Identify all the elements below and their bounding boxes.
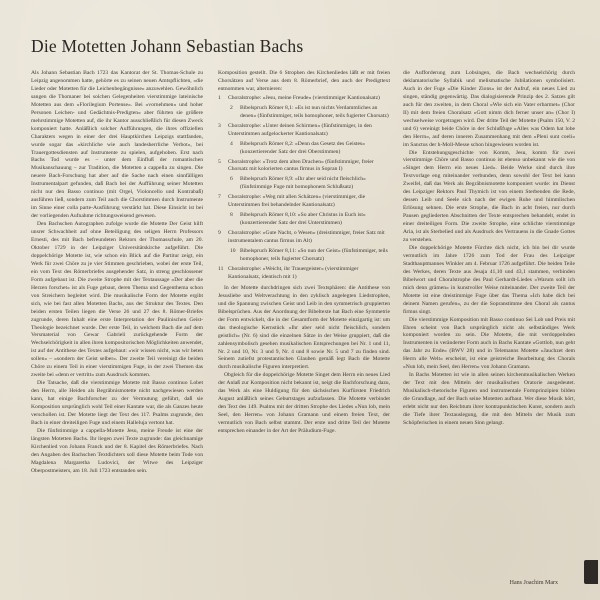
paragraph: Die fünfstimmige a cappella-Motette Jesu, meine Freude ist eine der längsten Motetten Bachs. Ihr liegen zwei Texte zugrunde: das gleichnamige Kirchenlied von Johann Franck und der 8. Kapitel des Römerbriefes. Nach den Angaben des Bachschen Textdichters soll diese Motette beim Tode von Magdalena Margaretha Ludovici, der Witwe des Leipziger Oberpostmeisters, am 18. Juli 1723 entstanden sein. <box>31 427 203 474</box>
list-item <box>218 212 390 228</box>
list-item <box>218 95 390 103</box>
paragraph: Die vierstimmige Komposition mit Basso continuo Sei Lob und Preis mit Ehren scheint von Bach ursprünglich nicht als selbständiges Werk komponiert worden zu sein. Die Motette, die mit verdoppelnden Instrumenten in veränderter Form auch in Bachs Kantate »Gottlob, nun geht das Jahr zu Ende« (BWV 28) und in Telemanns Motette »Jauchzet dem Herrn alle Welt« erscheint, ist eine geistreiche Bearbeitung des Chorals »Nun lob, mein Seel, den Herren« von Johann Gramann. <box>403 316 575 371</box>
list-item-number: 10 <box>230 248 236 255</box>
list-item <box>218 248 390 264</box>
movement-list <box>218 95 390 282</box>
paragraph: Den Bachschen Autographen zufolge wurde die Motette Der Geist hilft unsrer Schwachheit auf ohne Beteiligung des seligen Herrn Professors Ernesti, des mit Bach befreundeten Rektors der Thomasschule, am 20. Oktober 1729 in der Leipziger Universitätskirche aufgeführt. Die doppelchörige Motette ist, wie schon ein Blick auf die Partitur zeigt, ein Werk für zwei Chöre zu je vier Stimmen geschrieben, wobei der erste Teil, ein vom Text des Römerbriefes ausgehender Satz, in streng geschlossener Form aufgebaut ist. Die zweite Strophe mit der Textaussage »Der aber die Herzen forschet« ist als Fuge gebaut, deren Thema und Gegenthema schon von Streichern begleitet wird. Die musikalische Form der Motette ergibt sich, wie bei fast allen Motetten Bachs, aus der Struktur des Textes. Den beiden ersten Teilen liegen die Verse 26 und 27 des 8. Römer-Briefes zugrunde, deren Inhalt eine erste Interpretation der Paulinischen Geist-Theologie bezeichnet wurde. Der erste Teil, in welchem Bach die auf dem Versmaterial von Gewar Gabrieli zurückgehende Form der Wechselchörigkeit in allen ihren kompositorischen Möglichkeiten anwendet, ist auf der Antithese des Textes aufgebaut: »wir wissen nicht, was wir beten sollen« – »sondern der Geist selber«. Der zweite Teil vereinigt die beiden Chöre zu einem Teil in einer vierstimmigen Fuge, in der zwei Themen das zweite bei »denn er vertritt« zum Ausdruck kommen. <box>31 221 203 379</box>
list-item-text: Choralstrophe: »Weg mit allen Schätzen« (vierstimmiger, die Unterstimmen frei behandelnder Kantionalsatz) <box>228 194 366 209</box>
paragraph: In der Motette durchdringen sich zwei Textsphären: die Antithese von Jesusliebe und Weltverachtung in den zyklisch angelegten Liedstrophen, und die Spannung zwischen Geist und Leib in den symmetrisch gruppierten Bibelsprüchen. Aus der Anordnung der Bibeltexte hat Bach eine Symmetrie der Form entwickelt, die in der Gesamtform der Motette einzigartig ist: um das theologische Kernstück »Ihr aber seid nicht fleischlich, sondern geistlich« (Nr. 6) sind die einzelnen Sätze in der Weise gruppiert, daß die zahlensymbolisch gesehen musikalischen Entsprechungen bei Nr. 1 und 11, Nr. 2 und 10, Nr. 3 und 9, Nr. 4 und 8 sowie Nr. 5 und 7 zu finden sind. Seinem zutiefst protestantischen Glauben gemäß legt Bach die Motette durch musikalische Figuren interpretiert. <box>218 284 390 371</box>
list-item-text: Bibelspruch Römer 8,1: »Es ist nun nichts Verdammliches an denen« (fünfstimmiger, teils homophoner, teils fugierter Chorsatz) <box>240 104 389 119</box>
list-item-number: 7 <box>218 194 221 201</box>
list-item-text: Choralstrophe: »Weicht, ihr Trauergeister« (vierstimmiger Kantionalsatz, identisch mit 1) <box>228 265 359 280</box>
author-signature: Hans Joachim Marx <box>509 580 558 586</box>
list-item-text: Choralstrophe: »Unter deinen Schirmen« (fünfstimmiger, in den Unterstimmen aufgelockerter Kantionalsatz) <box>228 122 372 137</box>
list-item-number: 8 <box>230 212 233 219</box>
list-item <box>218 141 390 157</box>
list-item <box>218 123 390 139</box>
list-item-number: 9 <box>218 230 221 237</box>
paragraph: Als Johann Sebastian Bach 1723 das Kantorat der St. Thomas-Schule zu Leipzig angenommen hatte, gehörte es zu seinen neuen Amtspflichten, »die Lieder oder Motetten für die Leichenbegängnisse« anzuwehlen. Gewöhnlich sangen die Thomaner bei solchen Gelegenheiten vierstimmige lateinische Motetten aus dem »Florilegium Portense«. Bei »vornehmen« und hoher Personen Leichen- und Gedächtnis-Predigten« aber führten sie größere mehrstimmige Motetten auf, die ihr Kantor ausschließlich für diesen Zweck komponiert hatte. Anläßlich solcher Aufführungen, die ihres offiziellen Charakters wegen in einer der drei Hauptkirchen Leipzigs stattfanden, wurde sogar das »kirchliche wie auch landesherrliche Verbot«, bei Trauergottesdiensten auf Instrumente zu spielen, aufgehoben. Erst nach Bachs Tod wurde es – unter dem Einfluß der romantischen Musikanschauung – zur Tradition, die Motetten a cappella zu singen. Die neuere Bach-Forschung hat aber auf die Sache nach einen sinnfälligen Instrumentalpart gefunden, daß Bach bei der Aufführung seiner Motetten nicht nur den Basso continuo (mit Orgel, Violoncello und Kontrabaß) ausführen ließ, sondern zum Teil auch die Chorstimmen durch Instrumente im Sinne einer colla parte-Ausführung verstärkt hat. Diese Einsicht ist bei der vorliegenden Aufnahme richtungsweisend gewesen. <box>31 70 203 220</box>
list-item-number: 5 <box>218 158 221 165</box>
list-item-number: 4 <box>230 140 233 147</box>
text-column-1 <box>31 70 203 582</box>
paragraph: Die Entstehungsgeschichte von Komm, Jesu, komm für zwei vierstimmige Chöre und Basso continuo ist ebenso unbekannt wie die von »Singet dem Herrn ein neues Lied«. Beide Werke sind durch ihre Textvorlage eng miteinander verbunden, denn sowohl der Text bei kann Zweifel, daß das Werk als Begräbnismotette komponiert wurde: im Dienst des Leipziger Rektors Paul Thymich ist von einem Sterbenden die Rede, dessen Leib und Seele sich nach der ewigen Ruhe und himmlischen Erlösung sehnen. Die erste Strophe, die Bach in acht freien, nur durch Pausen gegliederten Abschnitten der Texte entsprechen behandelt, endet in einer dreiteiligen Form. Die zweite Strophe, eine schlichte vierstimmige Aria, ist als Sterbelied und als Ausdruck des Vertrauens in die Gnade Gottes zu verstehen. <box>403 149 575 244</box>
list-item-text: Bibelspruch Römer 8,11: »So nun der Geist« (fünfstimmiger, teils homophoner, teils fugierter Chorsatz) <box>240 248 388 263</box>
list-item <box>218 230 390 246</box>
list-item-number: 2 <box>230 104 233 111</box>
list-item-number: 1 <box>218 94 221 101</box>
text-column-2 <box>218 70 390 582</box>
list-item <box>218 266 390 282</box>
list-item <box>218 176 390 192</box>
list-item-text: Choralstrophe: »Gute Nacht, o Wesen« (dreistimmiger, freier Satz mit instrumentalem cantus firmus im Alt) <box>228 230 385 245</box>
paragraph: die Aufforderung zum Lobsingen, die Bach wechselchörig durch deklamatorische Syllabik und melismatische Jubilationen symbolisiert. Auch in der Fuge »Die Kinder Zions« ist der Aufruf, ein neues Lied zu singen, ständig gegenwärtig. Das dialogisierende Prinzip des 2. Satzes gilt auch für den zweiten, in dem Choral »Wie sich ein Vater erbarmet« (Chor II) mit dem freien Choralsatz »Gott nimm dich ferner unser an« (Chor I) wechselweise vorgetragen wird. Der dritte Teil der Motette (Psalm 150, V. 2 und 6) vereinigt beide Chöre in der Schlußfuge »Alles was Odem hat lobe den Herrn«, auf deren inneren Zusammenhang mit dem »Pleni sunt coeli« im Sanctus der h-Moll-Messe schon hingewiesen worden ist. <box>403 70 575 148</box>
list-item <box>218 194 390 210</box>
list-item-number: 6 <box>230 176 233 183</box>
sleeve-edge-tab <box>584 560 598 584</box>
list-item <box>218 105 390 121</box>
paragraph: Die Tatsache, daß die vierstimmige Motette mit Basso continuo Lobet den Herrn, alle Heiden als Begräbnismotette nicht nachgewiesen werden kann, hat einige Bachforscher zu der Vermutung geführt, daß sie Komposition ursprünglich wohl Teil einer Kantate war, die als Ganzes heute verschollen ist. Der Motette liegt der Text des 117. Psalms zugrunde, den Bach in einer dreiteiligen Fuge und einem Halleluja vertont hat. <box>31 380 203 426</box>
list-item-text: Bibelspruch Römer 8,10: »So aber Christus in Euch ist« (konzertierender Satz der drei Unterstimmen) <box>240 212 366 227</box>
paragraph: Obgleich für die doppelchörige Motette Singet dem Herrn ein neues Lied der Anlaß zur Komposition nicht bekannt ist, neigt die Bachforschung dazu, das Werk als eine Huldigung für den sächsischen Kurfürsten Friedrich August anläßlich seines Geburtstages aufzufassen. Die Motette verbindet den Text des 149. Psalms mit der dritten Strophe des Liedes »Nun lob, mein Seel, den Herren« von Johann Gramann und einem freien Text, der vermutlich von Bach selbst stammt. Der erste und dritte Teil der Motette entsprechen einander in der Art der Präludium-Fuge. <box>218 372 390 435</box>
list-item-text: Bibelspruch Römer 8,2: »Denn das Gesetz des Geistes« (konzertierender Satz der drei Oberstimmen) <box>240 140 365 155</box>
paragraph: In Bachs Motetten ist wie in allen seinen kirchenmusikalischen Werken der Text mit den Mitteln der musikalischen Oratorie ausgedeutet. Musikalisch-rhetorische Figuren und instrumentale Formprinzipien bilden die Grundlage, auf der Bach seine Motetten aufbaut. Wer diese Musik hört, erlebt nicht nur den Reichtum ihrer kontrapunktischen Kunst, sondern auch die Tiefe ihrer Textauslegung, die mit den Mitteln der Musik zum Schöpferischen in einem neuen Sinn gelangt. <box>403 372 575 426</box>
paragraph: Die doppelchörige Motette Fürchte dich nicht, ich bin bei dir wurde vermutlich im Jahre 1726 zum Tod der Frau des Leipziger Stadthauptmannes Winkler am 4. Februar 1726 aufgeführt. Die beiden Teile des Werkes, deren Texte aus Jesaja 41,10 und 43,1 stammen, verbinden Bibelwort und Choralstrophe des Paul Gerhardt-Liedes »Warum sollt ich mich denn grämen« in kunstvoller Weise miteinander. Der zweite Teil der Motette ist eine dreistimmige Fuge über das Thema »Ich habe dich bei deinem Namen gerufen«, zu der die Sopranstimme den Choral als cantus firmus singt. <box>403 244 575 315</box>
list-item-number: 3 <box>218 122 221 129</box>
text-column-3 <box>403 70 575 578</box>
list-item-text: Bibelspruch Römer 8,9: »Ihr aber seid nicht fleischlich« (fünfstimmige Fuge mit homophonem Schlußsatz) <box>240 176 366 191</box>
list-item-text: Choralstrophe: »Jesu, meine Freude« (vierstimmiger Kantionalsatz) <box>228 94 380 101</box>
list-item-text: Choralstrophe: »Trotz dem alten Drachen« (fünfstimmiger, freier Chorsatz mit kolorierten cantus firmus in Sopran I) <box>228 158 374 173</box>
list-item <box>218 159 390 175</box>
list-item-number: 11 <box>218 265 224 272</box>
paragraph: Komposition gestellt. Die 6 Strophen des Kirchenliedes läßt er mit freien Chorsätzen auf Verse aus dem 8. Römerbrief, den auch der Predigttext entnommen war, alternieren: <box>218 70 390 92</box>
page-title: Die Motetten Johann Sebastian Bachs <box>31 36 304 56</box>
